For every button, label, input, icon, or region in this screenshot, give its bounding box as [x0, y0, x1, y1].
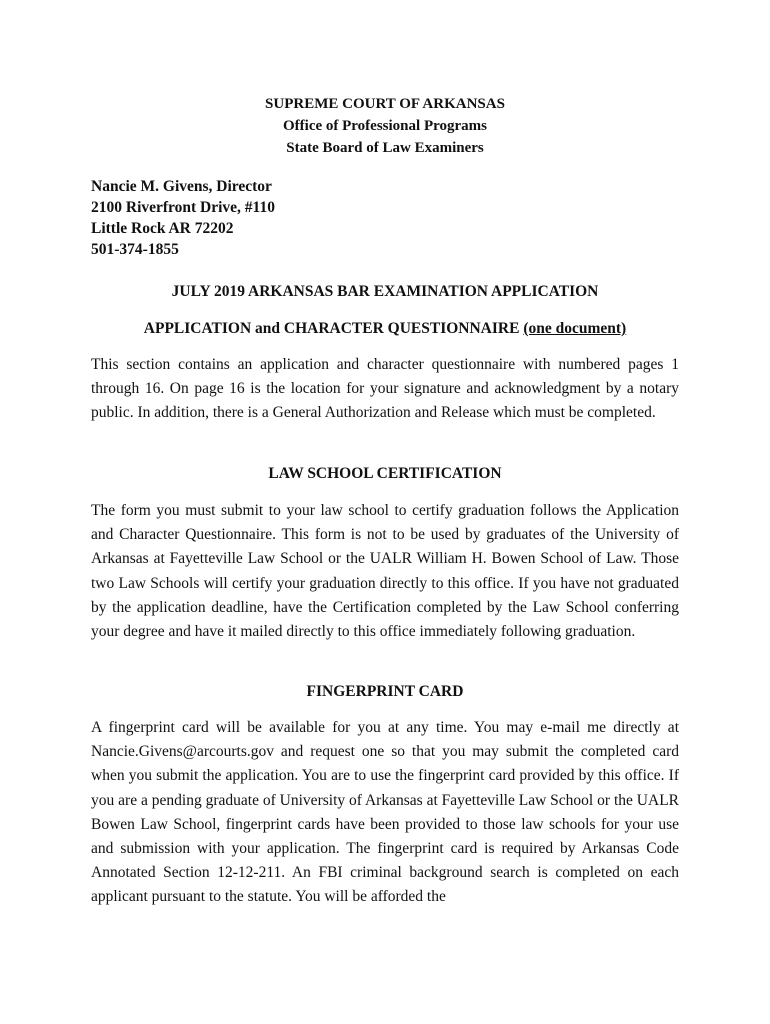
- director-name: Nancie M. Givens, Director: [91, 178, 272, 195]
- document-title: JULY 2019 ARKANSAS BAR EXAMINATION APPLICATION: [171, 283, 599, 300]
- document-header: [0, 93, 770, 159]
- board-name: State Board of Law Examiners: [286, 140, 484, 156]
- contact-block: [91, 176, 275, 260]
- section-heading-application: [0, 319, 770, 339]
- phone-number: 501-374-1855: [91, 241, 179, 258]
- section-heading-law-school: LAW SCHOOL CERTIFICATION: [268, 465, 502, 482]
- city-state-zip: Little Rock AR 72202: [91, 220, 234, 237]
- fingerprint-paragraph: A fingerprint card will be available for you at any time. You may e-mail me directly at Nancie.Givens@arcourts.gov and request one so that you may submit the completed card when you submit the application. You are to use the fingerprint card provided by this office. If you are a pending graduate of University of Arkansas at Fayetteville Law School or the UALR Bowen Law School, fingerprint cards have been provided to those law schools for your use and submission with your application. The fingerprint card is required by Arkansas Code Annotated Section 12-12-211. An FBI criminal background search is completed on each applicant pursuant to the statute. You will be afforded the: [91, 719, 679, 906]
- court-name: SUPREME COURT OF ARKANSAS: [265, 96, 505, 112]
- application-paragraph: This section contains an application and character questionnaire with numbered pages 1 through 16. On page 16 is the location for your signature and acknowledgment by a notary public. In addition, there is a General Authorization and Release which must be completed.: [91, 356, 679, 422]
- street-address: 2100 Riverfront Drive, #110: [91, 199, 275, 216]
- section-heading-fingerprint: FINGERPRINT CARD: [306, 683, 464, 700]
- one-document-note: (one document): [523, 320, 627, 337]
- application-heading-text: APPLICATION and CHARACTER QUESTIONNAIRE: [143, 320, 520, 337]
- office-name: Office of Professional Programs: [283, 118, 487, 134]
- law-school-paragraph: The form you must submit to your law school to certify graduation follows the Application and Character Questionnaire. This form is not to be used by graduates of the University of Arkansas at Fayetteville Law School or the UALR William H. Bowen School of Law. Those two Law Schools will certify your graduation directly to this office. If you have not graduated by the application deadline, have the Certification completed by the Law School conferring your degree and have it mailed directly to this office immediately following graduation.: [91, 502, 679, 641]
